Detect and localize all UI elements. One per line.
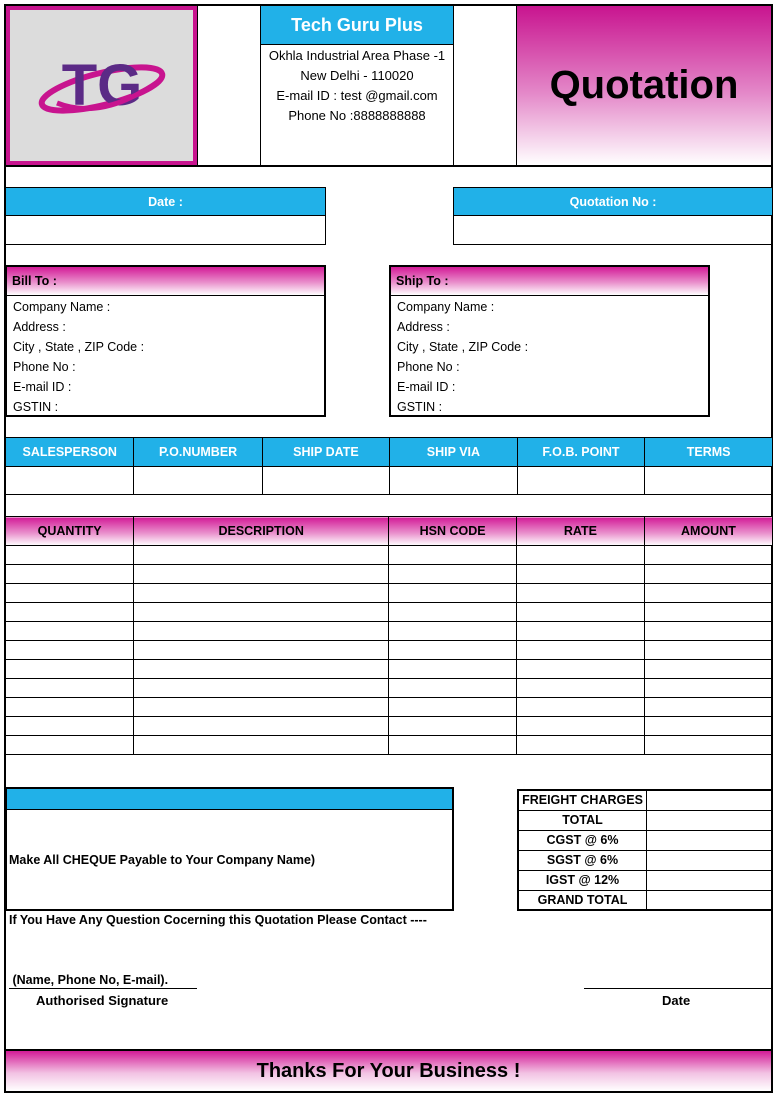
bill-to-city: City , State , ZIP Code :: [13, 340, 145, 354]
company-logo: [27, 41, 177, 131]
table-row: [6, 736, 773, 755]
item-cell[interactable]: [389, 736, 517, 755]
item-cell[interactable]: [644, 717, 772, 736]
bill-to-box: [5, 265, 326, 417]
hsn-code-header: HSN CODE: [389, 517, 517, 546]
item-cell[interactable]: [6, 603, 134, 622]
item-cell[interactable]: [517, 584, 645, 603]
item-cell[interactable]: [134, 641, 389, 660]
freight-value[interactable]: [647, 790, 773, 810]
table-row: [6, 622, 773, 641]
item-cell[interactable]: [6, 546, 134, 565]
footer-banner: [6, 1051, 771, 1091]
logo-lettering: TG: [61, 52, 142, 118]
item-cell[interactable]: [389, 679, 517, 698]
bill-to-gstin: GSTIN :: [13, 400, 59, 414]
item-cell[interactable]: [644, 660, 772, 679]
amount-header: AMOUNT: [644, 517, 772, 546]
date-signature-line: [584, 988, 772, 989]
item-cell[interactable]: [6, 622, 134, 641]
ship-to-title: Ship To :: [391, 267, 708, 296]
item-cell[interactable]: [134, 679, 389, 698]
ship-via-header: SHIP VIA: [390, 438, 517, 467]
item-cell[interactable]: [134, 584, 389, 603]
ship-to-gstin: GSTIN :: [397, 400, 443, 414]
item-cell[interactable]: [389, 698, 517, 717]
bill-to-company: Company Name :: [13, 300, 111, 314]
quotation-no-label: Quotation No :: [454, 188, 772, 216]
ship-to-box: [389, 265, 710, 417]
table-row: [6, 698, 773, 717]
item-cell[interactable]: [6, 584, 134, 603]
terms-header: TERMS: [645, 438, 773, 467]
item-cell[interactable]: [134, 736, 389, 755]
ship-via-cell[interactable]: [390, 467, 517, 495]
title-banner: [517, 6, 771, 165]
company-name: Tech Guru Plus: [291, 14, 423, 35]
company-phone: Phone No :8888888888: [288, 108, 426, 123]
quantity-header: QUANTITY: [6, 517, 134, 546]
item-cell[interactable]: [389, 565, 517, 584]
item-cell[interactable]: [644, 698, 772, 717]
item-cell[interactable]: [6, 641, 134, 660]
sgst-label: SGST @ 6%: [518, 850, 647, 870]
salesperson-header: SALESPERSON: [6, 438, 134, 467]
total-label: TOTAL: [518, 810, 647, 830]
item-cell[interactable]: [6, 698, 134, 717]
notes-header-bar: [7, 789, 452, 810]
signature-date-label: Date: [662, 993, 691, 1008]
date-field[interactable]: [6, 216, 325, 244]
company-name-banner: [261, 6, 453, 44]
item-cell[interactable]: [644, 584, 772, 603]
sgst-value[interactable]: [647, 850, 773, 870]
signature-line: [9, 988, 197, 989]
ship-to-city: City , State , ZIP Code :: [397, 340, 529, 354]
table-row: [6, 565, 773, 584]
terms-cell[interactable]: [645, 467, 773, 495]
item-cell[interactable]: [517, 603, 645, 622]
item-cell[interactable]: [134, 698, 389, 717]
item-cell[interactable]: [517, 565, 645, 584]
item-cell[interactable]: [389, 546, 517, 565]
item-cell[interactable]: [134, 546, 389, 565]
bill-to-email: E-mail ID :: [13, 380, 72, 394]
item-cell[interactable]: [644, 641, 772, 660]
items-table: [5, 516, 773, 755]
date-label: Date :: [6, 188, 325, 216]
table-row: [6, 641, 773, 660]
item-cell[interactable]: [6, 565, 134, 584]
table-row: [6, 584, 773, 603]
ship-to-company: Company Name :: [397, 300, 495, 314]
item-cell[interactable]: [6, 736, 134, 755]
item-cell[interactable]: [517, 622, 645, 641]
quotation-no-field[interactable]: [454, 216, 772, 244]
address-line-1: Okhla Industrial Area Phase -1: [268, 48, 446, 63]
freight-label: FREIGHT CHARGES: [518, 790, 647, 810]
total-value[interactable]: [647, 810, 773, 830]
table-row: [6, 660, 773, 679]
bill-to-address: Address :: [13, 320, 66, 334]
fob-point-header: F.O.B. POINT: [517, 438, 645, 467]
item-cell[interactable]: [517, 660, 645, 679]
item-cell[interactable]: [134, 622, 389, 641]
address-line-2: New Delhi - 110020: [300, 68, 414, 83]
table-row: [6, 546, 773, 565]
item-cell[interactable]: [134, 660, 389, 679]
notes-box: [5, 787, 454, 987]
table-row: [6, 717, 773, 736]
page-title: Quotation: [549, 63, 739, 107]
item-cell[interactable]: [389, 622, 517, 641]
grand-total-label: GRAND TOTAL: [518, 890, 647, 910]
ship-to-email: E-mail ID :: [397, 380, 456, 394]
item-cell[interactable]: [644, 736, 772, 755]
table-row: [6, 603, 773, 622]
item-cell[interactable]: [644, 546, 772, 565]
company-email: E-mail ID : test @gmail.com: [276, 88, 438, 103]
note-line-3: (Name, Phone No, E-mail).: [9, 973, 169, 987]
company-address: [261, 46, 453, 126]
date-block: [5, 187, 326, 245]
item-cell[interactable]: [517, 717, 645, 736]
ship-date-cell[interactable]: [262, 467, 390, 495]
ship-date-header: SHIP DATE: [262, 438, 390, 467]
cgst-label: CGST @ 6%: [518, 830, 647, 850]
rate-header: RATE: [517, 517, 645, 546]
item-cell[interactable]: [517, 679, 645, 698]
item-cell[interactable]: [644, 679, 772, 698]
ship-to-address: Address :: [397, 320, 450, 334]
item-cell[interactable]: [644, 603, 772, 622]
item-cell[interactable]: [517, 641, 645, 660]
igst-label: IGST @ 12%: [518, 870, 647, 890]
thanks-message: Thanks For Your Business !: [256, 1059, 521, 1082]
item-cell[interactable]: [6, 717, 134, 736]
item-cell[interactable]: [134, 603, 389, 622]
signature-label: Authorised Signature: [36, 993, 169, 1008]
description-header: DESCRIPTION: [134, 517, 389, 546]
po-number-header: P.O.NUMBER: [134, 438, 262, 467]
cgst-value[interactable]: [647, 830, 773, 850]
item-cell[interactable]: [6, 660, 134, 679]
bill-to-title: Bill To :: [7, 267, 324, 296]
totals-table: [517, 789, 773, 911]
item-cell[interactable]: [389, 641, 517, 660]
note-line-2: If You Have Any Question Cocerning this Quotation Please Contact ----: [9, 913, 427, 927]
shipping-info-table: [5, 437, 773, 495]
item-cell[interactable]: [389, 584, 517, 603]
item-cell[interactable]: [134, 565, 389, 584]
item-cell[interactable]: [6, 679, 134, 698]
item-cell[interactable]: [134, 717, 389, 736]
item-cell[interactable]: [517, 736, 645, 755]
igst-value[interactable]: [647, 870, 773, 890]
logo-box: [6, 6, 197, 165]
item-cell[interactable]: [644, 622, 772, 641]
grand-total-value[interactable]: [647, 890, 773, 910]
table-row: [6, 679, 773, 698]
item-cell[interactable]: [389, 603, 517, 622]
item-cell[interactable]: [644, 565, 772, 584]
item-cell[interactable]: [389, 717, 517, 736]
fob-point-cell[interactable]: [517, 467, 645, 495]
item-cell[interactable]: [517, 698, 645, 717]
quotation-no-block: [453, 187, 773, 245]
po-number-cell[interactable]: [134, 467, 262, 495]
salesperson-cell[interactable]: [6, 467, 134, 495]
bill-to-phone: Phone No :: [13, 360, 76, 374]
item-cell[interactable]: [517, 546, 645, 565]
note-line-1: Make All CHEQUE Payable to Your Company Name): [9, 853, 316, 867]
item-cell[interactable]: [389, 660, 517, 679]
ship-to-phone: Phone No :: [397, 360, 460, 374]
